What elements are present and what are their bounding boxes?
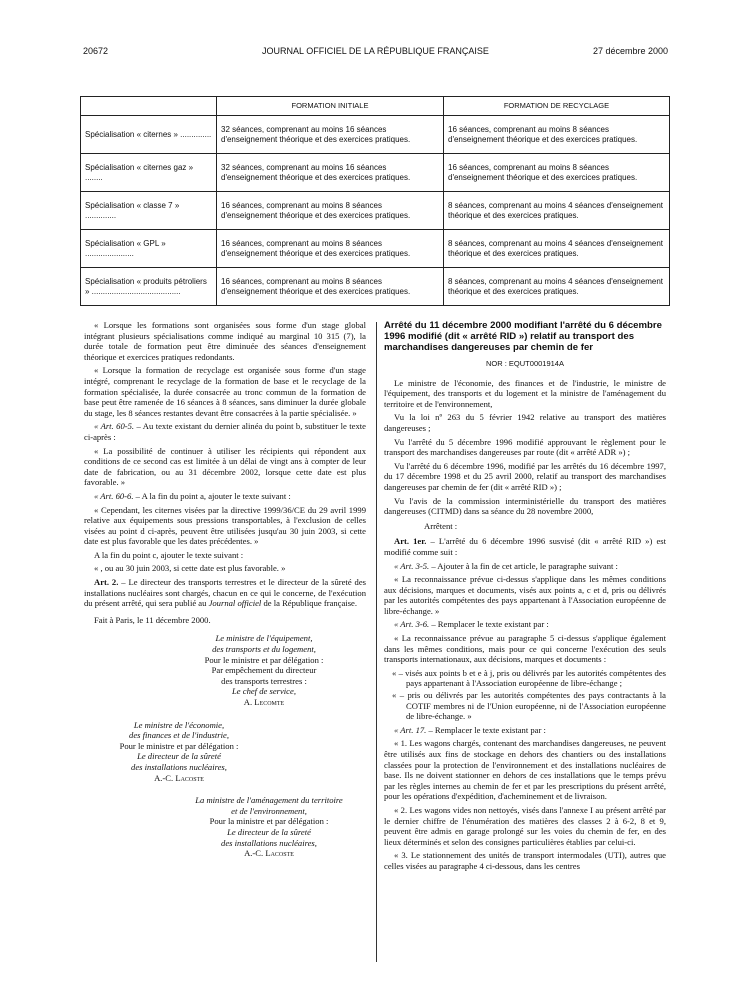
article-ref: « Art. 60-5. (94, 421, 135, 432)
journal-ref: Journal officiel (208, 598, 262, 609)
issue-date: 27 décembre 2000 (592, 46, 668, 56)
paragraph-text: – A la fin du point a, ajouter le texte suivant : (133, 490, 291, 501)
paragraph: « 2. Les wagons vides non nettoyés, visés dans l'annexe I au présent arrêté par le dernier chiffre de l'énumération des matières des classes 2 à 6-2, 8 et 9, peuvent être admis en garage prolongé sur les voies du chemin de fer, en des lieux déterminés et selon des consignes particulières établies par celui-ci. (384, 804, 666, 847)
signature-line: Pour la ministre et par délégation : (209, 816, 329, 827)
page-number: 20672 (83, 46, 109, 56)
signature-line: Pour le ministre et par délégation : (204, 654, 324, 665)
paragraph: A la fin du point c, ajouter le texte suivant : (94, 549, 244, 560)
paragraph-text: de la République française. (261, 598, 357, 609)
paragraph (84, 577, 366, 609)
table-cell: 16 séances, comprenant au moins 8 séances d'enseignement théorique et des exercices pratiques. (444, 116, 670, 154)
paragraph (384, 561, 666, 572)
paragraph: Le ministre de l'économie, des finances et de l'industrie, le ministre de l'équipement, des transports et du logement et la ministre de l'aménagement du territoire et de l'environnement, (384, 377, 666, 409)
paragraph: « Lorsque les formations sont organisées sous forme d'un stage global intégrant plusieurs spécialisations comme indiqué au marginal 10 315 (7), la durée totale de formation peut être diminuée des séances d'enseignement théorique et exercices pratiques redondants. (84, 320, 366, 362)
paragraph: « Cependant, les citernes visées par la directive 1999/36/CE du 29 avril 1999 relative aux équipements sous pressions transportables, à l'exclusion de celles visées au point d ci-après, peuvent être utilisées jusqu'au 30 juin 2003, si cette date est plus favorable que les dates précédentes. » (84, 504, 366, 547)
paragraph: « 1. Les wagons chargés, contenant des marchandises dangereuses, ne peuvent être utilisés aux fins de stockage en dehors des chantiers ou des installations classées pour la protection de l'environnement et des installations nucléaires de base. Ils ne doivent stationner en dehors de ces installations que le temps prévu par les règles internes au chemin de fer et par les prescriptions du présent arrêté, pour les opérations d'expédition, d'acheminement et de livraison. (384, 738, 666, 802)
article-ref: « Art. 3-6. (394, 619, 430, 630)
right-column (384, 320, 666, 875)
table-cell: Spécialisation « citernes » .............. (81, 116, 217, 154)
signature-line: Pour le ministre et par délégation : (119, 740, 239, 751)
table-header-empty (81, 97, 217, 116)
paragraph (384, 725, 666, 736)
table-row (81, 268, 670, 306)
table-cell: 16 séances, comprenant au moins 8 séances d'enseignement théorique et des exercices pratiques. (444, 154, 670, 192)
training-table (80, 96, 670, 306)
paragraph: Vu l'arrêté du 6 décembre 1996, modifié par les arrêtés du 16 décembre 1997, du 17 décembre 1998 et du 25 avril 2000, relatif au transport des marchandises dangereuses par chemin de fer (dit « arrêté RID ») ; (384, 460, 666, 492)
paragraph-text: – Remplacer le texte existant par : (426, 724, 546, 735)
signature-line: Le ministre de l'économie, (133, 719, 225, 730)
signature-line: des transports terrestres : (221, 675, 307, 686)
list-item: « – pris ou délivrés par les autorités compétentes des pays contractants à la COTIF membres ni de l'Union européenne, ni de l'Association européenne de libre-échange. » (392, 690, 666, 722)
paragraph-text: – Remplacer le texte existant par : (429, 619, 549, 630)
article-ref: « Art. 3-5. (394, 560, 430, 571)
left-column (84, 320, 366, 859)
paragraph: Vu l'avis de la commission interministérielle du transport des matières dangereuses (CITMD) dans sa séance du 28 novembre 2000, (384, 495, 666, 517)
signatory-name: A.-C. Lacoste (244, 848, 294, 859)
signature-line: des installations nucléaires, (221, 837, 317, 848)
table-cell: 8 séances, comprenant au moins 4 séances d'enseignement théorique et des exercices pratiques. (444, 268, 670, 306)
paragraph (84, 421, 366, 442)
table-cell: Spécialisation « classe 7 » .............. (81, 192, 217, 230)
table-cell: Spécialisation « GPL » ...................... (81, 230, 217, 268)
signature-line: des finances et de l'industrie, (129, 730, 229, 741)
paragraph: « Lorsque la formation de recyclage est organisée sous forme d'un stage intégré, comprenant le recyclage de la formation de base et le recyclage de la formation spécialisée, la durée consacrée au tronc commun de la formation de base peut être ramenée de 16 séances à 8 séances, sans diminuer la durée globale du stage, les 8 séances restantes devant être consacrées à la partie spécialisée. » (84, 365, 366, 418)
paragraph (384, 536, 666, 557)
paragraph: Arrêtent : (424, 520, 458, 531)
decree-title: Arrêté du 11 décembre 2000 modifiant l'arrêté du 6 décembre 1996 modifié (dit « arrêté RID ») relatif au transport des marchandises dangereuses par chemin de fer (384, 320, 662, 353)
paragraph-text: – Le directeur des transports terrestres et le directeur de la sûreté des installations nucléaires sont chargés, chacun en ce qui le concerne, de l'exécution du présent arrêté, qui sera publié au (84, 577, 366, 609)
article-ref: Art. 2. (94, 577, 119, 588)
signatory-name: A. Lecomte (243, 697, 285, 707)
signature-block (164, 795, 374, 859)
article-ref: Art. 1er. (394, 536, 427, 547)
column-divider (376, 322, 377, 962)
table-cell: Spécialisation « produits pétroliers » ........................................ (81, 268, 217, 306)
paragraph: Fait à Paris, le 11 décembre 2000. (94, 614, 211, 625)
table-cell: Spécialisation « citernes gaz » ........ (81, 154, 217, 192)
paragraph-text: – L'arrêté du 6 décembre 1996 susvisé (dit « arrêté RID ») est modifié comme suit : (384, 536, 666, 557)
signature-line: et de l'environnement, (231, 805, 307, 816)
paragraph-text: – Ajouter à la fin de cet article, le paragraphe suivant : (429, 560, 618, 571)
list-item: « – visés aux points b et e à j, pris ou délivrés par les autorités compétentes des pays appartenant à l'Association européenne de libre-échange ; (392, 667, 666, 689)
paragraph: « La reconnaissance prévue au paragraphe 5 ci-dessus s'applique également dans les mêmes conditions, mais pour ce qui concerne l'exécution des seuls transports internationaux, aux décisions, marques et documents : (384, 633, 666, 665)
signature-line: Le chef de service, (232, 686, 296, 697)
signature-line: Par empêchement du directeur (211, 665, 317, 676)
paragraph-text: – Au texte existant du dernier alinéa du point b, substituer le texte ci-après : (84, 421, 366, 442)
signature-line: La ministre de l'aménagement du territoire (195, 795, 343, 806)
paragraph: Vu l'arrêté du 5 décembre 1996 modifié approuvant le règlement pour le transport des marchandises dangereuses par route (dit « arrêté ADR ») ; (384, 436, 666, 458)
paragraph: « La possibilité de continuer à utiliser les récipients qui répondent aux conditions de ce second cas est limitée à un délai de vingt ans à compter de leur date de fabrication, ou au 31 décembre 2002, lorsque cette date est plus favorable. » (84, 445, 366, 488)
signature-line: Le directeur de la sûreté (227, 826, 311, 837)
table-row (81, 192, 670, 230)
table-row (81, 230, 670, 268)
paragraph (384, 619, 666, 630)
nor-reference: NOR : EQUT0001914A (486, 359, 564, 368)
table-cell: 32 séances, comprenant au moins 16 séances d'enseignement théorique et des exercices pratiques. (217, 116, 444, 154)
table-cell: 16 séances, comprenant au moins 8 séances d'enseignement théorique et des exercices pratiques. (217, 230, 444, 268)
table-cell: 32 séances, comprenant au moins 16 séances d'enseignement théorique et des exercices pratiques. (217, 154, 444, 192)
table-cell: 8 séances, comprenant au moins 4 séances d'enseignement théorique et des exercices pratiques. (444, 192, 670, 230)
table-cell: 16 séances, comprenant au moins 8 séances d'enseignement théorique et des exercices pratiques. (217, 192, 444, 230)
paragraph (84, 491, 366, 502)
signature-line: Le ministre de l'équipement, (215, 633, 313, 644)
bullet-list (384, 668, 666, 722)
signature-line: des installations nucléaires, (131, 761, 227, 772)
table-cell: 16 séances, comprenant au moins 8 séances d'enseignement théorique et des exercices pratiques. (217, 268, 444, 306)
paragraph: « 3. Le stationnement des unités de transport intermodales (UTI), autres que celles visées au paragraphe 4 ci-dessous, dans les centres (384, 850, 666, 871)
table-row (81, 116, 670, 154)
table-row (81, 154, 670, 192)
signature-line: Le directeur de la sûreté (137, 751, 221, 762)
page-header (83, 46, 668, 60)
paragraph: « La reconnaissance prévue ci-dessus s'applique dans les mêmes conditions aux décisions, marques et documents, visés aux points a, c et d, pris ou délivrés par les autorités compétentes des pays appartenant à l'Association européenne de libre-échange. » (384, 574, 666, 616)
table-header-initial: FORMATION INITIALE (217, 97, 444, 116)
table-header-row (81, 97, 670, 116)
table-header-recycling: FORMATION DE RECYCLAGE (444, 97, 670, 116)
article-ref: « Art. 17. (394, 724, 427, 735)
table-cell: 8 séances, comprenant au moins 4 séances d'enseignement théorique et des exercices pratiques. (444, 230, 670, 268)
signatory-name: A.-C. Lacoste (154, 772, 204, 783)
signature-block (84, 720, 274, 784)
journal-title: JOURNAL OFFICIEL DE LA RÉPUBLIQUE FRANÇAISE (262, 46, 489, 56)
article-ref: « Art. 60-6. (94, 490, 134, 501)
signature-block (164, 633, 364, 707)
paragraph: « , ou au 30 juin 2003, si cette date est plus favorable. » (94, 563, 286, 574)
paragraph: Vu la loi nº 263 du 5 février 1942 relative au transport des matières dangereuses ; (384, 412, 666, 433)
signature-line: des transports et du logement, (212, 644, 316, 655)
